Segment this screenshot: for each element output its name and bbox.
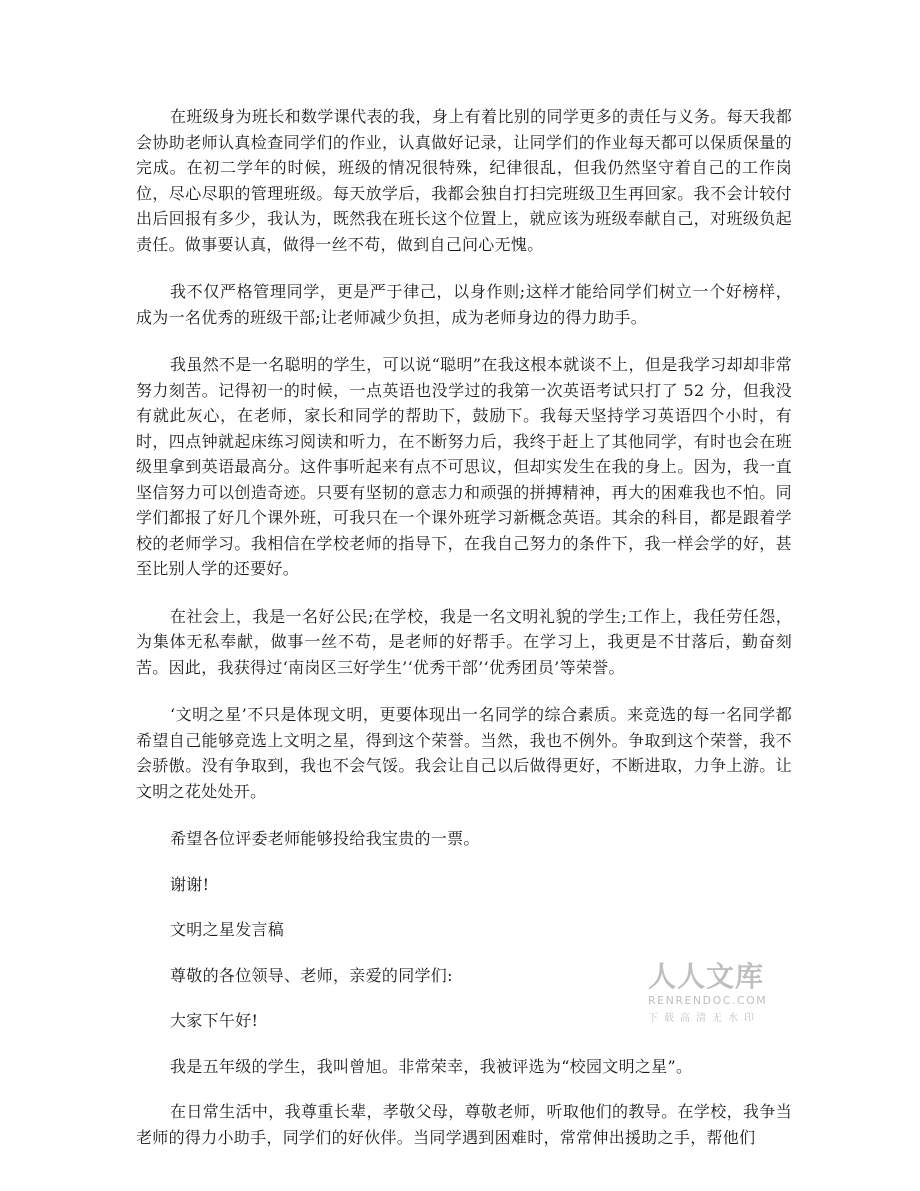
paragraph-class-monitor-duties: 在班级身为班长和数学课代表的我，身上有着比别的同学更多的责任与义务。每天我都会协助老师认真检查同学们的作业，认真做好记录，让同学们的作业每天都可以保质保量的完成。在初二学年的时候，班级的情况很特殊，纪律很乱，但我仍然坚守着自己的工作岗位，尽心尽职的管理班级。每天放学后，我都会独自打扫完班级卫生再回家。我不会计较付出后回报有多少，我认为，既然我在班长这个位置上，就应该为班级奉献自己，对班级负起责任。做事要认真，做得一丝不苟，做到自己问心无愧。 [136, 107, 792, 254]
section-title: 文明之星发言稿 [170, 920, 285, 939]
watermark-logo: 人人文库 [648, 960, 765, 993]
paragraph-civilization-star: ‘文明之星’不只是体现文明，更要体现出一名同学的综合素质。来竞选的每一名同学都希望自己能够竞选上文明之星，得到这个荣誉。当然，我也不例外。争取到这个荣誉，我不会骄傲。没有争取到，我也不会气馁。我会让自己以后做得更好，不断进取，力争上游。让文明之花处处开。 [136, 705, 792, 801]
paragraph-honors: 在社会上，我是一名好公民;在学校，我是一名文明礼貌的学生;工作上，我任劳任怨，为集体无私奉献，做事一丝不苟，是老师的好帮手。在学习上，我更是不甘落后，勤奋刻苦。因此，我获得过‘南岗区三好学生’‘优秀干部’‘优秀团员’等荣誉。 [136, 606, 792, 677]
paragraph-self-intro: 我是五年级的学生，我叫曾旭。非常荣幸，我被评选为“校园文明之星”。 [170, 1056, 693, 1076]
paragraph-salutation: 尊敬的各位领导、老师，亲爱的同学们: [170, 965, 453, 985]
watermark-domain: RENRENDOC.COM [648, 994, 768, 1007]
paragraph-vote-request: 希望各位评委老师能够投给我宝贵的一票。 [170, 829, 480, 848]
paragraph-greeting: 大家下午好! [170, 1011, 259, 1030]
watermark-tagline: 下载高清无水印 [648, 1013, 760, 1024]
paragraph-thanks: 谢谢! [170, 874, 210, 894]
paragraph-english-study: 我虽然不是一名聪明的学生，可以说“聪明”在我这根本就谈不上，但是我学习却却非常努力刻苦。记得初一的时候，一点英语也没学过的我第一次英语考试只打了 52 分，但我没有就此灰心，在老师，家长和同学的帮助下，鼓励下。我每天坚持学习英语四个小时，有时，四点钟就起床练习阅读和听力，在不断努力后，我终于赶上了其他同学，有时也会在班级里拿到英语最高分。这件事听起来有点不可思议，但却实发生在我的身上。因为，我一直坚信努力可以创造奇迹。只要有坚韧的意志力和顽强的拼搏精神，再大的困难我也不怕。同学们都报了好几个课外班，可我只在一个课外班学习新概念英语。其余的科目，都是跟着学校的老师学习。我相信在学校老师的指导下，在我自己努力的条件下，我一样会学的好，甚至比别人学的还要好。 [136, 355, 792, 578]
paragraph-daily-life: 在日常生活中，我尊重长辈，孝敬父母，尊敬老师，听取他们的教导。在学校，我争当老师的得力小助手，同学们的好伙伴。当同学遇到困难时，常常伸出援助之手，帮他们 [136, 1102, 792, 1147]
paragraph-self-discipline: 我不仅严格管理同学，更是严于律己，以身作则;这样才能给同学们树立一个好榜样，成为一名优秀的班级干部;让老师减少负担，成为老师身边的得力助手。 [136, 282, 792, 327]
document-body [136, 104, 792, 1172]
